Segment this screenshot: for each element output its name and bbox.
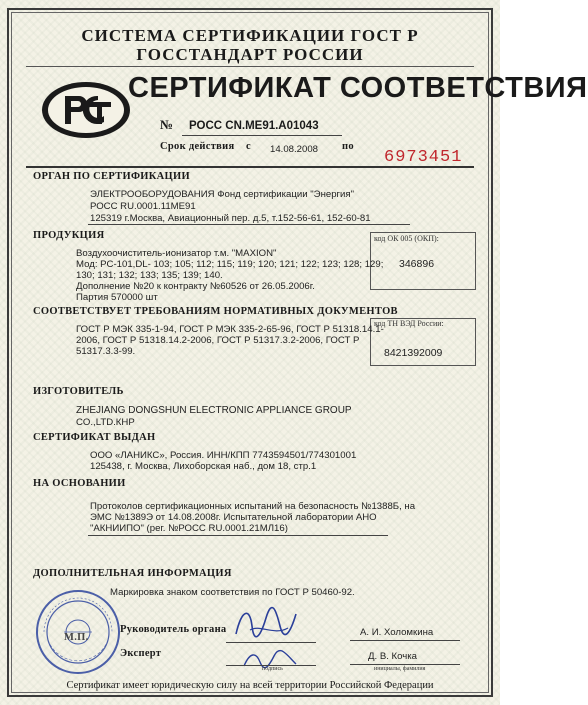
tnved-code-value: 8421392009 [384,347,443,359]
okp-code-value: 346896 [399,258,435,270]
initials-caption: инициалы, фамилия [374,666,426,672]
from-date: 14.08.2008 [270,144,319,155]
manufacturer-heading: ИЗГОТОВИТЕЛЬ [33,386,124,397]
organ-line: 125319 г.Москва, Авиационный пер. д.5, т.152-56-61, 152-60-81 [90,213,371,224]
expert-label: Эксперт [120,648,162,659]
manufacturer-line: ZHEJIANG DONGSHUN ELECTRONIC APPLIANCE GROUP [76,405,352,416]
tnved-code-label: код ТН ВЭД России: [374,319,444,328]
organ-heading: ОРГАН ПО СЕРТИФИКАЦИИ [33,171,190,182]
product-heading: ПРОДУКЦИЯ [33,230,105,241]
issued-line: ООО «ЛАНИКС», Россия. ИНН/КПП 7743594501/774301001 [90,450,357,461]
header-divider [26,66,474,67]
extra-heading: ДОПОЛНИТЕЛЬНАЯ ИНФОРМАЦИЯ [33,568,232,579]
head-name-line [350,640,460,641]
basis-heading: НА ОСНОВАНИИ [33,478,126,489]
certificate-number: РОСС CN.МЕ91.А01043 [189,120,319,132]
head-signature-line [226,642,316,643]
requirements-line: 51317.3.3-99. [76,346,136,357]
issued-heading: СЕРТИФИКАТ ВЫДАН [33,432,156,443]
rst-logo-icon [40,80,132,140]
section-divider [26,166,474,168]
basis-line: Протоколов сертификационных испытаний на безопасность №1388Б, на [90,501,416,512]
certificate-title: СЕРТИФИКАТ СООТВЕТСТВИЯ [128,72,588,104]
okp-code-label: код ОК 005 (ОКП): [374,234,439,243]
head-signature-icon [230,604,300,642]
requirements-heading: СООТВЕТСТВУЕТ ТРЕБОВАНИЯМ НОРМАТИВНЫХ ДОКУМЕНТОВ [33,306,398,317]
product-line: Мод: PC-101,DL- 103; 105; 112; 115; 119; 120; 121; 122; 123; 128; 129; [76,259,384,270]
head-label: Руководитель органа [120,624,227,635]
expert-name: Д. В. Кочка [368,651,418,662]
requirements-line: 2006, ГОСТ Р 51318.14.2-2006, ГОСТ Р 51317.3.2-2006, ГОСТ Р [76,335,360,346]
number-sign: № [160,117,174,132]
product-line: 130; 131; 132; 133; 135; 139; 140. [76,270,223,281]
extra-line: Маркировка знаком соответствия по ГОСТ Р 50460-92. [110,587,355,598]
from-label: с [246,141,251,152]
serial-number: 6973451 [384,148,463,167]
issued-line: 125438, г. Москва, Лихоборская наб., дом 18, стр.1 [90,461,317,472]
validity-label: Срок действия [160,141,235,152]
agency-title: ГОССТАНДАРТ РОССИИ [136,45,364,64]
requirements-line: ГОСТ Р МЭК 335-1-94, ГОСТ Р МЭК 335-2-65-96, ГОСТ Р 51318.14.1- [76,324,384,335]
organ-underline [88,224,410,225]
to-label: по [342,141,354,152]
system-title: СИСТЕМА СЕРТИФИКАЦИИ ГОСТ Р [81,26,419,45]
number-underline [182,135,342,136]
organ-line: РОСС RU.0001.11МЕ91 [90,201,196,212]
product-line: Дополнение №20 к контракту №60526 от 26.05.2006г. [76,281,315,292]
product-line: Партия 570000 шт [76,292,158,303]
basis-line: "АКНИИПО" (рег. №РОСС RU.0001.21МЛ16) [90,523,288,534]
manufacturer-line: CO.,LTD.КНР [76,417,135,428]
product-line: Воздухоочиститель-ионизатор т.м. "MAXION" [76,248,277,259]
head-name: А. И. Холомкина [360,627,434,638]
validity-note: Сертификат имеет юридическую силу на всей территории Российской Федерации [66,680,434,691]
stamp-place-label: М.П. [64,632,89,643]
organ-line: ЭЛЕКТРООБОРУДОВАНИЯ Фонд сертификации "Энергия" [90,189,354,200]
basis-underline [88,535,388,536]
basis-line: ЭМС №1389Э от 14.08.2008г. Испытательной лаборатории АНО [90,512,377,523]
expert-name-line [350,664,460,665]
signature-caption: подпись [262,666,283,672]
